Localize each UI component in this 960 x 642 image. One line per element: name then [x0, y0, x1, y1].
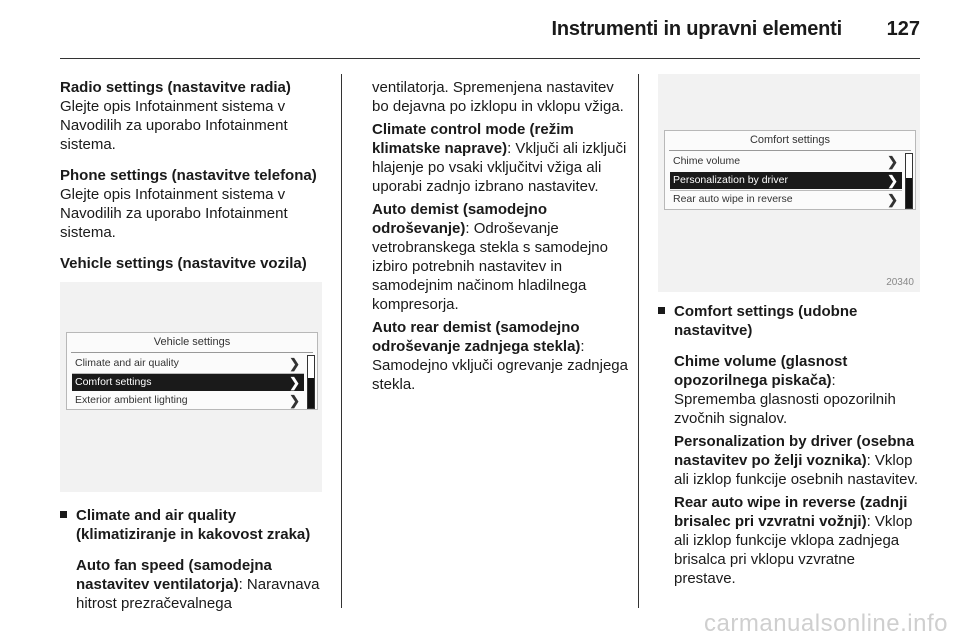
climate-bullet: Climate and air quality (klimatiziranje in kakovost zraka)	[60, 506, 332, 544]
page-header	[60, 16, 920, 46]
chevron-right-icon: ❯	[887, 192, 898, 207]
chevron-right-icon: ❯	[887, 154, 898, 169]
screen-title: Vehicle settings	[153, 336, 231, 348]
column-divider-1	[341, 74, 342, 608]
bullet-square-icon	[658, 307, 665, 314]
auto-rear-demist-title: Auto rear demist (samodejno odroševanje zadnjega stekla)	[372, 319, 581, 355]
menu-item-rear-wipe: Rear auto wipe in reverse ❯	[673, 192, 898, 207]
comfort-bullet: Comfort settings (udobne nastavitve)	[658, 302, 920, 340]
radio-settings-title: Radio settings (nastavitve radia)	[60, 79, 291, 96]
comfort-settings-figure	[658, 74, 920, 292]
chevron-right-icon: ❯	[289, 393, 300, 408]
chime-text: Sprememba glasnosti opozorilnih zvočnih signalov.	[674, 391, 896, 427]
menu-item-exterior: Exterior ambient lighting ❯	[75, 393, 300, 408]
header-rule	[60, 58, 920, 59]
column-1-lower	[60, 506, 332, 625]
phone-settings-section	[60, 166, 332, 242]
screen-title: Comfort settings	[749, 134, 831, 146]
menu-item-comfort: Comfort settings ❯	[72, 374, 304, 391]
vehicle-settings-screen	[66, 332, 318, 410]
chevron-right-icon: ❯	[887, 173, 898, 188]
personalization-text: : Vklop ali izklop funkcije osebnih nastavitev.	[674, 452, 919, 488]
vehicle-settings-title: Vehicle settings (nastavitve vozila)	[60, 255, 307, 272]
phone-settings-title: Phone settings (nastavitve telefona)	[60, 167, 317, 184]
menu-item-chime: Chime volume ❯	[673, 154, 898, 169]
vehicle-settings-figure	[60, 282, 322, 492]
comfort-settings-screen	[664, 130, 916, 210]
auto-fan-section	[60, 556, 332, 613]
radio-settings-section	[60, 78, 332, 154]
climate-mode-text: : Vključi ali izključi hlajenje po vsaki vključitvi vžiga ali uporabi zadnjo izbrano nastavitev.	[372, 140, 627, 195]
auto-rear-demist-section	[372, 318, 630, 394]
chime-title: Chime volume (glasnost opozorilnega piskača)	[674, 353, 848, 389]
personalization-title: Personalization by driver (osebna nastavitev po želji voznika)	[674, 433, 915, 469]
page-number: 127	[886, 18, 920, 40]
rear-wipe-text: : Vklop ali izklop funkcije vklopa zadnjega brisalca pri vklopu vzvratne prestave.	[674, 513, 913, 587]
climate-mode-section	[372, 120, 630, 196]
auto-demist-section	[372, 200, 630, 314]
radio-settings-text: Glejte opis Infotainment sistema v Navodilih za uporabo Infotainment sistema.	[60, 98, 288, 153]
auto-demist-text: : Odroševanje vetrobranskega stekla s samodejno izbiro potrebnih nastavitev in samodejnim načinom hladilnega kompresorja.	[372, 220, 608, 313]
rear-wipe-title: Rear auto wipe in reverse (zadnji brisalec pri vzvratni vožnji)	[674, 494, 908, 530]
auto-fan-text: : Naravnava hitrost prezračevalnega	[76, 576, 320, 612]
page-title: Instrumenti in upravni elementi	[551, 18, 842, 40]
scrollbar	[307, 355, 315, 409]
watermark: carmanualsonline.info	[704, 610, 948, 637]
chevron-right-icon: ❯	[289, 375, 300, 390]
column-divider-2	[638, 74, 639, 608]
menu-item-climate: Climate and air quality ❯	[75, 356, 300, 371]
auto-fan-continued: ventilatorja. Spremenjena nastavitev bo dejavna po izklopu in vklopu vžiga.	[372, 79, 624, 115]
personalization-section	[658, 432, 920, 489]
menu-item-personalization: Personalization by driver ❯	[670, 172, 902, 189]
bullet-square-icon	[60, 511, 67, 518]
column-3	[658, 302, 920, 592]
auto-fan-title: Auto fan speed (samodejna nastavitev ventilatorja)	[76, 557, 272, 593]
climate-mode-title: Climate control mode (režim klimatske naprave)	[372, 121, 574, 157]
scrollbar	[905, 153, 913, 209]
rear-wipe-section	[658, 493, 920, 588]
figure-number: 20340	[886, 277, 914, 288]
chevron-right-icon: ❯	[289, 356, 300, 371]
auto-demist-title: Auto demist (samodejno odroševanje)	[372, 201, 548, 237]
phone-settings-text: Glejte opis Infotainment sistema v Navodilih za uporabo Infotainment sistema.	[60, 186, 288, 241]
column-2	[372, 78, 630, 398]
chime-section: Chime volume (glasnost opozorilnega piskača): Sprememba glasnosti opozorilnih zvočnih signalov.	[674, 353, 896, 427]
column-1	[60, 78, 332, 285]
auto-rear-demist-text: : Samodejno vključi ogrevanje zadnjega stekla.	[372, 338, 628, 393]
